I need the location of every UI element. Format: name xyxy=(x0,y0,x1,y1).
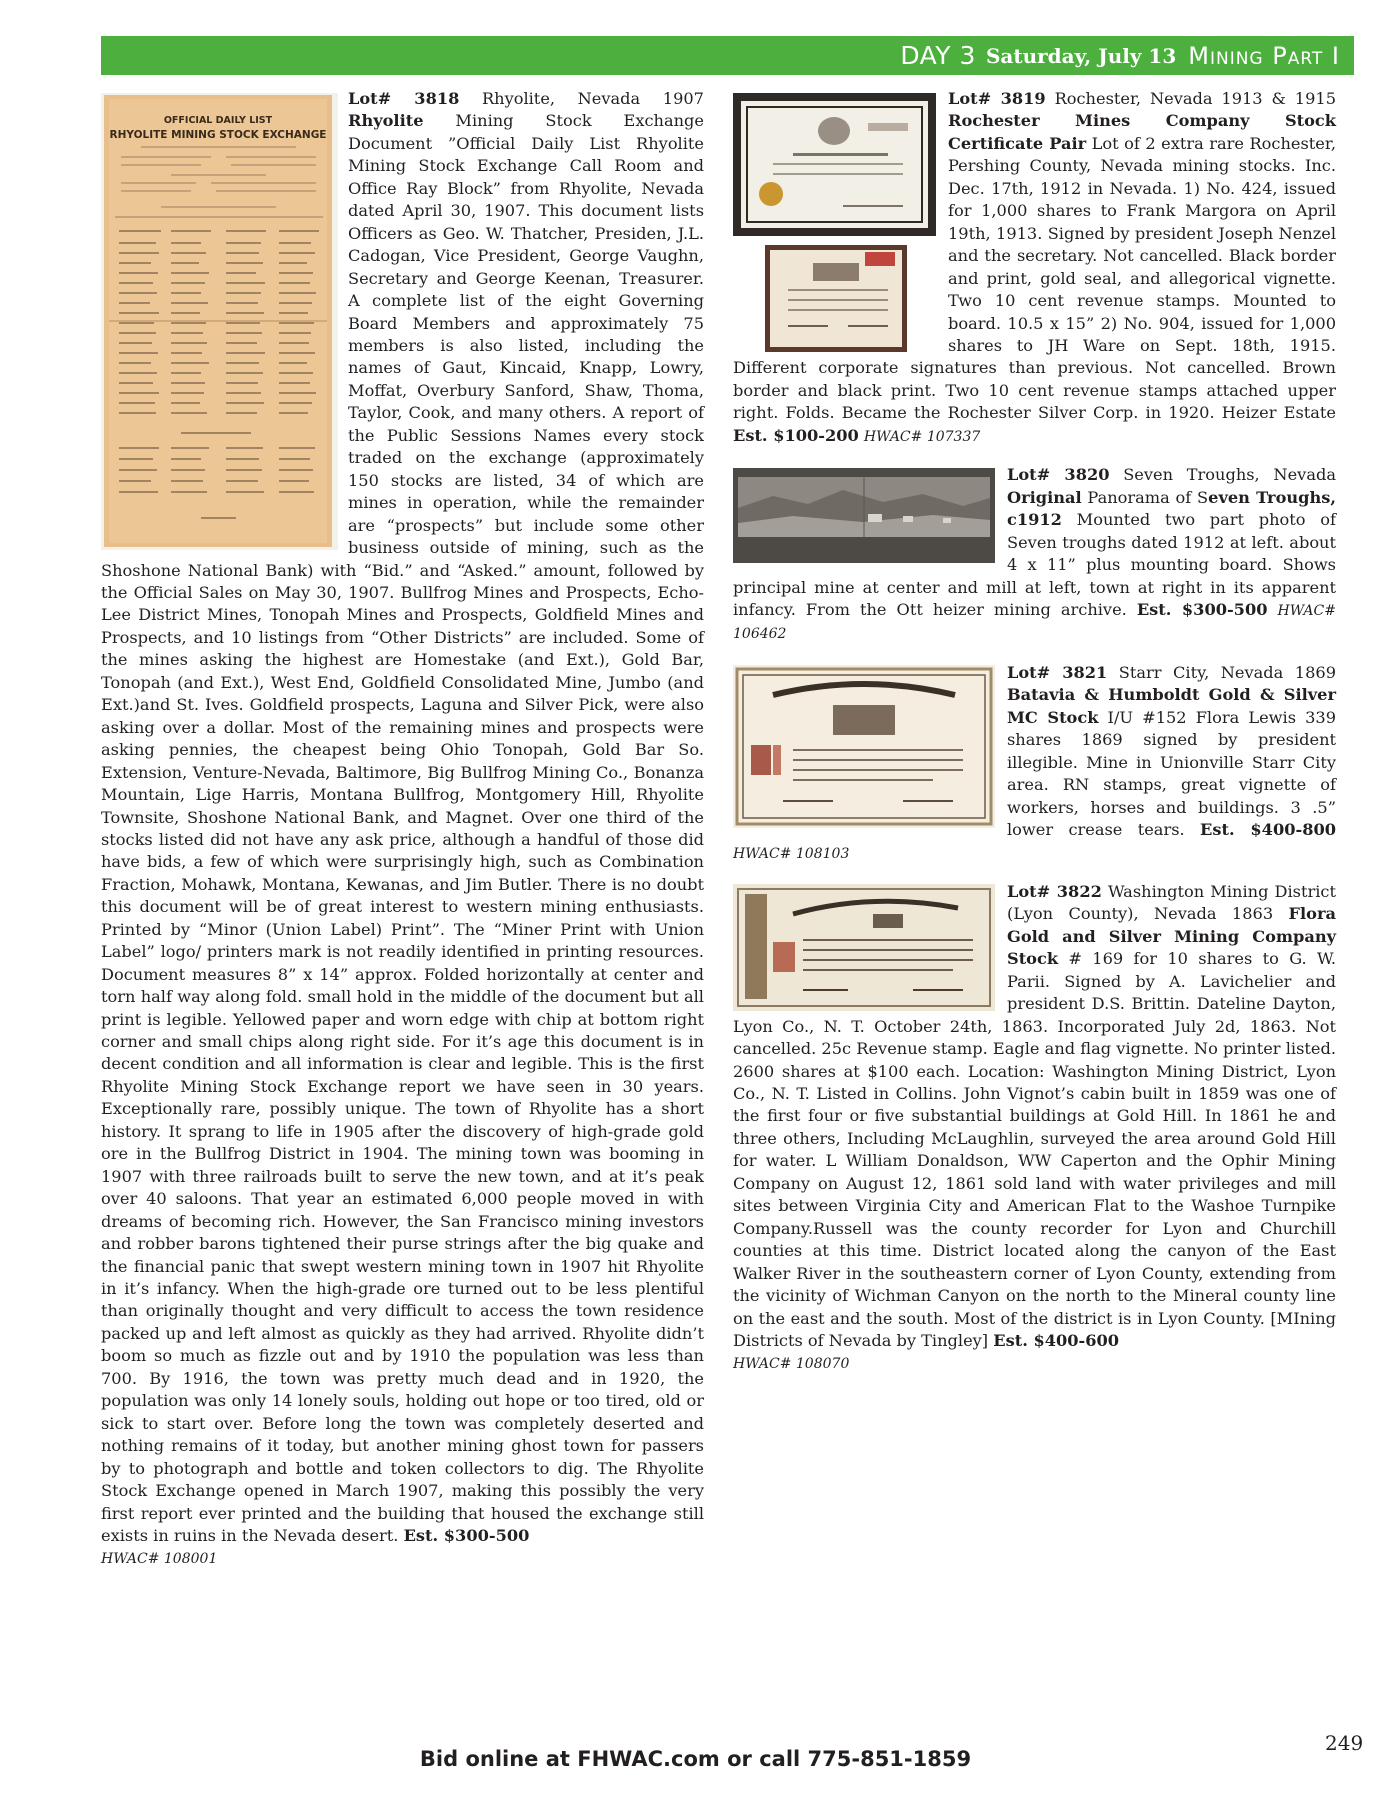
page-number: 249 xyxy=(1325,1731,1364,1755)
rochester-stock-certificates xyxy=(733,93,936,354)
banner-date: Saturday, July 13 xyxy=(985,43,1177,68)
doc-title: RHYOLITE MINING STOCK EXCHANGE xyxy=(109,129,327,141)
lot-3820-title2: even Troughs, c1912 xyxy=(1007,487,1336,530)
lot-3820-estimate: Est. $300-500 xyxy=(1136,599,1268,619)
lot-3822-lead: Washington Mining District (Lyon County), Nevada 1863 xyxy=(1007,881,1336,924)
lot-3819-body: Lot of 2 extra rare Rochester, Pershing County, Nevada mining stocks. Inc. Dec. 17th, 1912 in Nevada. 1) No. 424, issued for 1,000 shares to Frank Margora on April 19th, 1913. Signed by president Joseph Nenzel and the secretary. Not cancelled. Black border and print, gold seal, and allegorical vignette. Two 10 cent revenue stamps. Mounted to board. 10.5 x 15” 2) No. 904, issued for 1,000 shares to JH Ware on Sept. 18th, 1915. Different corporate signatures than previous. Not cancelled. Brown border and black print. Two 10 cent revenue stamps attached upper right. Folds. Became the Rochester Silver Corp. in 1920. Heizer Estate xyxy=(733,133,1336,423)
doc-heading: OFFICIAL DAILY LIST xyxy=(163,115,273,126)
rhyolite-daily-list-document xyxy=(101,93,338,550)
lot-3819-image xyxy=(733,93,936,354)
lot-3818-estimate: Est. $300-500 xyxy=(403,1526,530,1545)
lot-3822-body: # 169 for 10 shares to G. W. Parii. Signed by A. Lavichelier and president D.S. Brittin. Dateline Dayton, Lyon Co., N. T. October 24th, 1863. Incorporated July 2d, 1863. Not cancelled. 25c Revenue stamp. Eagle and flag vignette. No printer listed. 2600 shares at $100 each. Location: Washington Mining District, Lyon Co., N. T. Listed in Collins. John Vignot’s cabin built in 1859 was one of the first four or five substantial buildings at Gold Hill. In 1861 he and three others, Including McLaughlin, surveyed the area around Gold Hill for water. L William Donaldson, WW Caperton and the Ophir Mining Company on August 12, 1861 sold land with water privileges and mill sites between Virginia City and American Flat to the Washoe Turnpike Company.Russell was the county recorder for Lyon and Churchill counties at this time. District located along the canyon of the East Walker River in the southeastern corner of Lyon County, extending from the vicinity of Wichman Canyon on the north to the Mineral county line on the east and the south. Most of the district is in Lyon County. [MIning Districts of Nevada by Tingley] xyxy=(733,949,1336,1351)
lot-3818-image xyxy=(101,93,338,550)
lot-3819-lead: Rochester, Nevada 1913 & 1915 xyxy=(1054,89,1336,108)
lot-3821 xyxy=(733,662,1336,865)
lot-3822-image xyxy=(733,884,995,1011)
lot-3820 xyxy=(733,464,1336,646)
lot-3820-number: Lot# 3820 xyxy=(1007,465,1110,485)
lot-3820-title-mid: Panorama of S xyxy=(1087,487,1209,507)
banner-section: Mining Part I xyxy=(1188,41,1340,70)
lot-3819-hwac: HWAC# 107337 xyxy=(863,428,981,445)
lot-3819-number: Lot# 3819 xyxy=(948,89,1046,108)
lot-3819 xyxy=(733,88,1336,448)
lot-3821-number: Lot# 3821 xyxy=(1007,662,1108,682)
lot-3822-title: Flora Gold and Silver Mining Company Stock xyxy=(1007,904,1336,969)
seven-troughs-panorama xyxy=(733,468,995,563)
lot-3821-image xyxy=(733,665,995,828)
lot-3818-title: Rhyolite xyxy=(348,111,424,131)
lot-3818-number: Lot# 3818 xyxy=(348,89,460,108)
lot-3820-lead: Seven Troughs, Nevada xyxy=(1123,465,1336,485)
banner-day: DAY 3 xyxy=(900,41,976,70)
lot-3820-image xyxy=(733,468,995,563)
right-column xyxy=(733,88,1336,1376)
lot-3821-estimate: Est. $400-800 xyxy=(1200,820,1336,840)
lot-3821-body: I/U #152 Flora Lewis 339 shares 1869 signed by president illegible. Mine in Unionville Starr City area. RN stamps, great vignette of workers, horses and buildings. 3 .5” lower crease tears. xyxy=(1007,707,1336,840)
lot-3818-lead: Rhyolite, Nevada 1907 xyxy=(481,89,704,108)
lot-3820-hwac: HWAC# 106462 xyxy=(733,602,1336,643)
lot-3819-estimate: Est. $100-200 xyxy=(733,425,859,445)
footer-bid-online: Bid online at FHWAC.com or call 775-851-1859 xyxy=(419,1747,972,1771)
lot-3820-title: Original xyxy=(1007,487,1082,507)
lot-3821-title: Batavia & Humboldt Gold & Silver MC Stock xyxy=(1007,685,1336,727)
lot-3821-lead: Starr City, Nevada 1869 xyxy=(1118,662,1336,682)
lot-3818-body: Mining Stock Exchange Document ”Official Daily List Rhyolite Mining Stock Exchange Call Room and Office Ray Block” from Rhyolite, Nevada dated April 30, 1907. This document lists Officers as Geo. W. Thatcher, Presiden, J.L. Cadogan, Vice President, George Vaughn, Secretary and George Keenan, Treasurer. A complete list of the eight Governing Board Members and approximately 75 members is also listed, including the names of Gaut, Kincaid, Knapp, Lowry, Moffat, Overbury Sanford, Shaw, Thoma, Taylor, Cook, and many others. A report of the Public Sessions Names every stock traded on the exchange (approximately 150 stocks are listed, 34 of which are mines in operation, while the remainder are “prospects” but include some other business outside of mining, such as the Shoshone National Bank) with “Bid.” and “Asked.” amount, followed by the Official Sales on May 30, 1907. Bullfrog Mines and Prospects, Echo-Lee District Mines, Tonopah Mines and Prospects, Goldfield Mines and Prospects, and 10 listings from “Other Districts” are included. Some of the mines asking the highest are Homestake (and Ext.), Gold Bar, Tonopah (and Ext.), West End, Goldfield Consolidated Mine, Jumbo (and Ext.)and St. Ives. Goldfield prospects, Laguna and Silver Pick, were also asking over a dollar. Most of the remaining mines and prospects were asking pennies, the cheapest being Ohio Tonopah, Gold Bar So. Extension, Venture-Nevada, Baltimore, Big Bullfrog Mining Co., Bonanza Mountain, Lige Harris, Montana Bullfrog, Montgomery Hill, Rhyolite Townsite, Shoshone National Bank, and Magnet. Over one third of the stocks listed did not have any ask price, although a handful of those did have bids, a few of which were surprisingly high, such as Combination Fraction, Mohawk, Montana, Kewanas, and Jim Butler. There is no doubt this document will be of great interest to western mining enthusiasts. Printed by “Minor (Union Label) Print”. The “Miner Print with Union Label” logo/ printers mark is not readily identified in printing resources. Document measures 8” x 14” approx. Folded horizontally at center and torn half way along fold. small hold in the middle of the document but all print is legible. Yellowed paper and worn edge with chip at bottom right corner and small chips along right side. For it’s age this document is in decent condition and all information is clear and legible. This is the first Rhyolite Mining Stock Exchange report we have seen in 30 years. Exceptionally rare, possibly unique. The town of Rhyolite has a short history. It sprang to life in 1905 after the discovery of high-grade gold ore in the Bullfrog District in 1904. The mining town was booming in 1907 with three railroads built to serve the new town, and at it’s peak over 40 saloons. That year an estimated 6,000 people moved in with dreams of becoming rich. However, the San Francisco mining investors and robber barons tightened their purse strings after the big quake and the financial panic that swept western mining town in 1907 hit Rhyolite in it’s infancy. When the high-grade ore turned out to be less plentiful than originally thought and very difficult to access the town residence packed up and left almost as quickly as they had arrived. Rhyolite didn’t boom so much as fizzle out and by 1910 the population was less than 700. By 1916, the town was pretty much dead and in 1920, the population was only 14 lonely souls, holding out hope or too tired, old or sick to start over. Before long the town was completely deserted and nothing remains of it today, but another mining ghost town for passers by to photograph and bottle and token collectors to dig. The Rhyolite Stock Exchange opened in March 1907, making this possibly the very first report ever printed and the building that housed the exchange still exists in ruins in the Nevada desert. xyxy=(101,111,704,1545)
lot-3818-hwac: HWAC# 108001 xyxy=(101,1551,218,1568)
section-banner xyxy=(101,36,1354,75)
lot-3822-hwac: HWAC# 108070 xyxy=(733,1356,850,1373)
lot-3821-hwac: HWAC# 108103 xyxy=(733,845,850,862)
batavia-humboldt-stock-certificate xyxy=(733,665,995,828)
flora-gold-silver-stock-certificate xyxy=(733,884,995,1011)
lot-3822-estimate: Est. $400-600 xyxy=(993,1331,1120,1351)
lot-3820-body: Mounted two part photo of Seven troughs dated 1912 at left. about 4 x 11” plus mounting board. Shows principal mine at center and mill at left, town at right in its apparent infancy. From the Ott heizer mining archive. xyxy=(733,510,1336,619)
lot-3822 xyxy=(733,881,1336,1376)
lot-3822-number: Lot# 3822 xyxy=(1007,881,1102,901)
left-column xyxy=(101,88,704,1571)
lot-3819-title: Rochester Mines Company Stock Certificate Pair xyxy=(948,111,1336,153)
